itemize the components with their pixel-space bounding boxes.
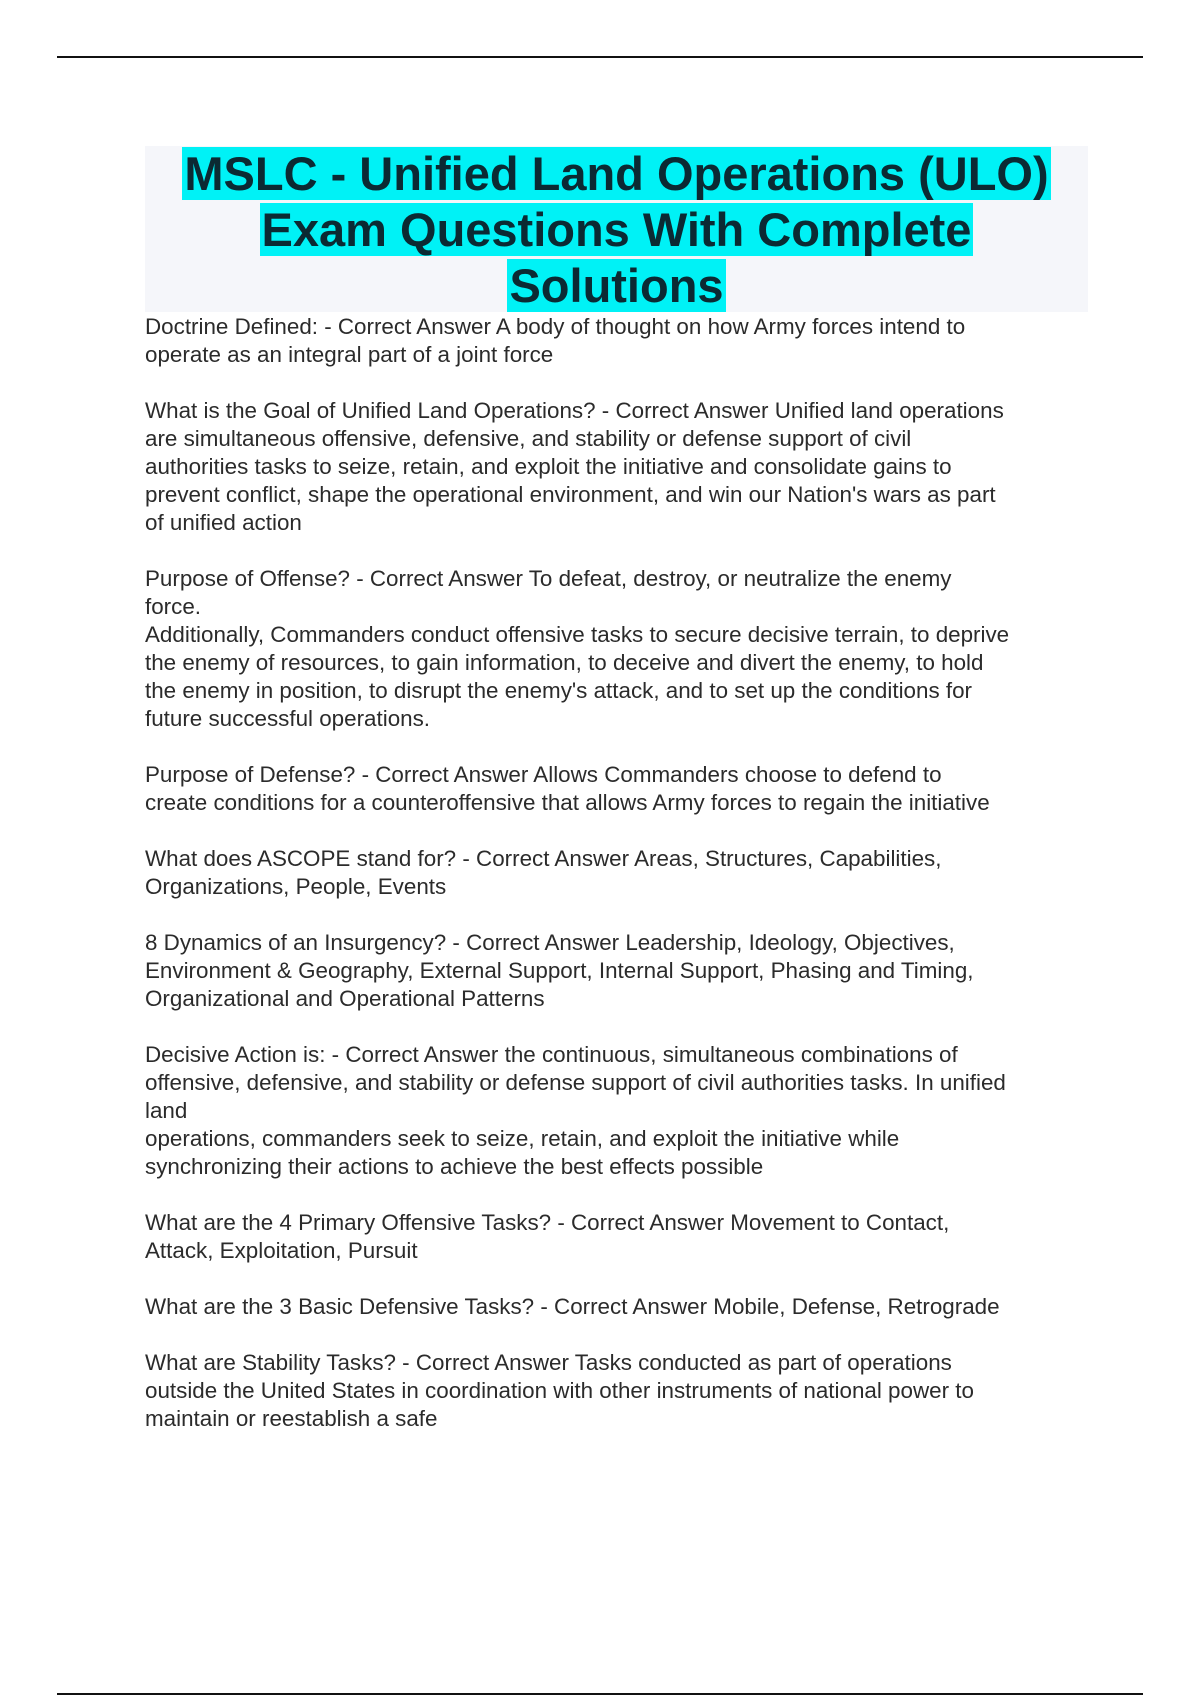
qa-text-line: force. <box>145 594 201 619</box>
title-block <box>145 146 1088 312</box>
qa-entry <box>145 761 1090 817</box>
qa-text-line: future successful operations. <box>145 706 431 731</box>
qa-entry <box>145 1041 1090 1181</box>
qa-text-line: Organizations, People, Events <box>145 874 447 899</box>
qa-entry <box>145 845 1090 901</box>
qa-text-line: What are the 3 Basic Defensive Tasks? - Correct Answer Mobile, Defense, Retrograde <box>145 1294 1000 1319</box>
qa-list <box>145 313 1090 1461</box>
qa-text-line: What are the 4 Primary Offensive Tasks? - Correct Answer Movement to Contact, <box>145 1210 950 1235</box>
qa-text-line: Environment & Geography, External Support, Internal Support, Phasing and Timing, <box>145 958 974 983</box>
qa-text-line: synchronizing their actions to achieve the best effects possible <box>145 1154 764 1179</box>
qa-text-line: Organizational and Operational Patterns <box>145 986 545 1011</box>
qa-text-line: of unified action <box>145 510 302 535</box>
title-line: Solutions <box>509 259 724 312</box>
qa-entry <box>145 397 1090 537</box>
qa-entry <box>145 565 1090 733</box>
qa-text-line: 8 Dynamics of an Insurgency? - Correct Answer Leadership, Ideology, Objectives, <box>145 930 955 955</box>
qa-text-line: Additionally, Commanders conduct offensive tasks to secure decisive terrain, to deprive <box>145 622 1010 647</box>
qa-text-line: What are Stability Tasks? - Correct Answer Tasks conducted as part of operations <box>145 1350 952 1375</box>
title-line: MSLC - Unified Land Operations (ULO) <box>184 147 1049 200</box>
qa-text-line: Decisive Action is: - Correct Answer the continuous, simultaneous combinations of <box>145 1042 958 1067</box>
qa-text-line: operate as an integral part of a joint force <box>145 342 554 367</box>
qa-text-line: Doctrine Defined: - Correct Answer A body of thought on how Army forces intend to <box>145 314 966 339</box>
qa-text-line: What does ASCOPE stand for? - Correct Answer Areas, Structures, Capabilities, <box>145 846 942 871</box>
qa-text-line: offensive, defensive, and stability or defense support of civil authorities tasks. In unified <box>145 1070 1006 1095</box>
footer-rule <box>57 1693 1143 1695</box>
qa-text-line: the enemy in position, to disrupt the enemy's attack, and to set up the conditions for <box>145 678 972 703</box>
qa-text-line: What is the Goal of Unified Land Operations? - Correct Answer Unified land operations <box>145 398 1004 423</box>
qa-text-line: outside the United States in coordination with other instruments of national power to <box>145 1378 974 1403</box>
qa-entry <box>145 929 1090 1013</box>
qa-text-line: Attack, Exploitation, Pursuit <box>145 1238 418 1263</box>
qa-text-line: maintain or reestablish a safe <box>145 1406 438 1431</box>
document-title <box>145 146 1088 314</box>
qa-text-line: authorities tasks to seize, retain, and exploit the initiative and consolidate gains to <box>145 454 952 479</box>
qa-text-line: create conditions for a counteroffensive that allows Army forces to regain the initiative <box>145 790 990 815</box>
qa-entry <box>145 1349 1090 1433</box>
qa-text-line: land <box>145 1098 188 1123</box>
qa-entry <box>145 313 1090 369</box>
qa-text-line: the enemy of resources, to gain information, to deceive and divert the enemy, to hold <box>145 650 984 675</box>
qa-entry <box>145 1293 1090 1321</box>
qa-text-line: are simultaneous offensive, defensive, and stability or defense support of civil <box>145 426 912 451</box>
qa-entry <box>145 1209 1090 1265</box>
header-rule <box>57 56 1143 58</box>
qa-text-line: prevent conflict, shape the operational environment, and win our Nation's wars as part <box>145 482 996 507</box>
title-line: Exam Questions With Complete <box>261 203 972 256</box>
qa-text-line: Purpose of Offense? - Correct Answer To defeat, destroy, or neutralize the enemy <box>145 566 952 591</box>
qa-text-line: Purpose of Defense? - Correct Answer Allows Commanders choose to defend to <box>145 762 942 787</box>
qa-text-line: operations, commanders seek to seize, retain, and exploit the initiative while <box>145 1126 900 1151</box>
